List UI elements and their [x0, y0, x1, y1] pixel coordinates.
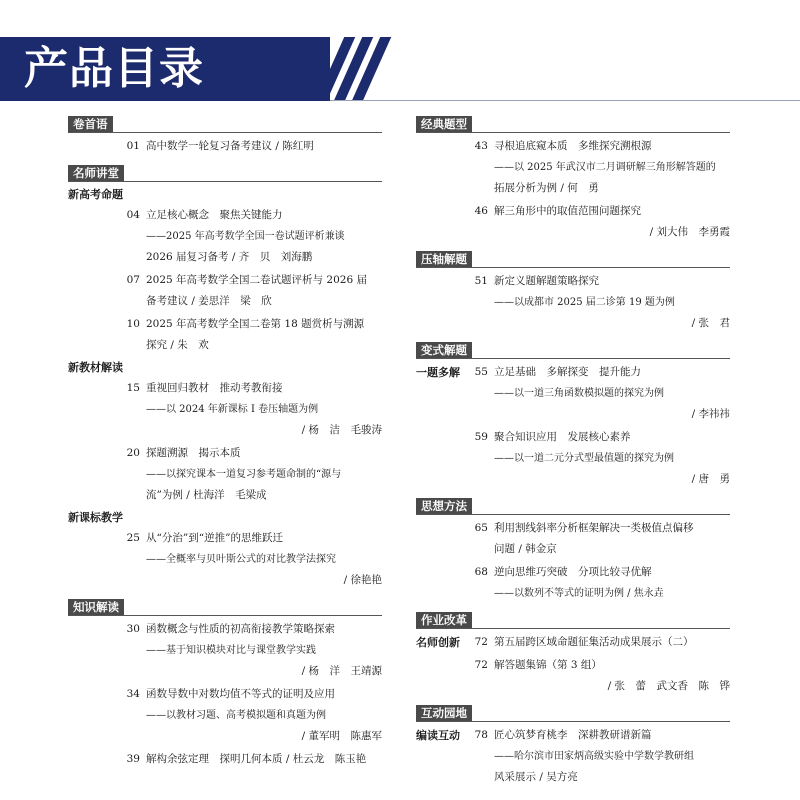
entry-line: ——以成都市 2025 届二诊第 19 题为例 [494, 297, 675, 308]
toc-entry[interactable] [68, 314, 382, 356]
page-number: 04 [126, 209, 140, 221]
section-tag: 名师讲堂 [68, 165, 124, 181]
entry-text [146, 378, 382, 441]
subsection-title: 新课标教学 [68, 511, 123, 524]
entry-text [146, 443, 382, 506]
entry-line: 寻根追底窥本质 多维探究溯根源 [494, 140, 652, 152]
section-header [68, 165, 382, 182]
entry-line: 问题 / 韩金京 [494, 543, 557, 555]
page-number: 30 [126, 623, 140, 635]
entry-line: 探究 / 朱 欢 [146, 339, 209, 351]
entry-text [146, 619, 382, 682]
section-header [416, 498, 730, 515]
page-number: 25 [126, 532, 140, 544]
entry-line: 匠心筑梦育桃李 深耕教研谱新篇 [494, 729, 652, 741]
section-header [68, 599, 382, 616]
entry-line: 探题溯源 揭示本质 [146, 447, 241, 459]
toc-entry[interactable] [416, 362, 730, 425]
page-number: 51 [474, 275, 488, 287]
toc-entry[interactable] [68, 443, 382, 506]
page-number: 65 [474, 522, 488, 534]
page-number: 59 [474, 431, 488, 443]
entry-text [494, 562, 730, 604]
subsection-title: 名师创新 [416, 636, 460, 649]
subsection-title: 编读互动 [416, 729, 460, 742]
toc-entry[interactable] [68, 378, 382, 441]
page-number: 15 [126, 382, 140, 394]
page-title: 产品目录 [24, 43, 204, 94]
entry-text [494, 655, 730, 697]
page-number: 78 [474, 729, 488, 741]
section-header [416, 342, 730, 359]
entry-line: ——以 2025 年武汉市二月调研解三角形解答题的 [494, 162, 716, 173]
section-tag: 思想方法 [416, 498, 472, 514]
subsection-title: 新高考命题 [68, 188, 123, 201]
page-number: 07 [126, 274, 140, 286]
section-header [68, 116, 382, 133]
section-header [416, 251, 730, 268]
entry-text [494, 427, 730, 490]
toc-entry[interactable] [416, 562, 730, 604]
page-number: 46 [474, 205, 488, 217]
entry-line: 逆向思维巧突破 分项比较寻优解 [494, 566, 652, 578]
entry-text [146, 270, 382, 312]
entry-text [494, 518, 730, 560]
toc-right-column [416, 116, 730, 796]
section-header [416, 612, 730, 629]
entry-line: 函数导数中对数均值不等式的证明及应用 [146, 688, 335, 700]
entry-line: 第五届跨区域命题征集活动成果展示（二） [494, 636, 694, 648]
entry-line: ——基于知识模块对比与课堂教学实践 [146, 645, 316, 656]
entry-text [494, 632, 730, 653]
entry-line: 解答题集锦（第 3 组） [494, 659, 602, 671]
entry-text [146, 314, 382, 356]
page-number: 01 [126, 140, 140, 152]
subsection-title: 新教材解读 [68, 361, 123, 374]
section-tag: 互动园地 [416, 705, 472, 721]
entry-line: 立足核心概念 聚焦关键能力 [146, 209, 283, 221]
section-tag: 压轴解题 [416, 251, 472, 267]
page-number: 72 [474, 659, 488, 671]
entry-line: ——2025 年高考数学全国一卷试题评析兼谈 [146, 231, 345, 242]
toc-entry[interactable] [68, 619, 382, 682]
entry-line: 从“分治”到“逆推”的思维跃迁 [146, 532, 283, 544]
header-rule [330, 100, 800, 101]
entry-authors: / 张 君 [691, 317, 730, 329]
entry-text [494, 725, 730, 788]
entry-line: ——以数列不等式的证明为例 / 焦永垚 [494, 588, 664, 599]
entry-line: 拓展分析为例 / 何 勇 [494, 182, 599, 194]
entry-authors: / 李祎祎 [691, 408, 730, 420]
toc-entry[interactable] [68, 205, 382, 268]
entry-line: ——哈尔滨市田家炳高级实验中学数学教研组 [494, 751, 694, 762]
toc-left-column [68, 116, 382, 778]
entry-authors: / 杨 洋 王靖源 [301, 665, 382, 677]
entry-line: 风采展示 / 吴方亮 [494, 771, 578, 783]
entry-line: 函数概念与性质的初高衔接教学策略探索 [146, 623, 335, 635]
entry-text [146, 684, 382, 747]
page-number: 20 [126, 447, 140, 459]
entry-line: ——全概率与贝叶斯公式的对比教学法探究 [146, 554, 336, 565]
entry-line: 重视回归教材 推动考教衔接 [146, 382, 283, 394]
toc-entry[interactable] [68, 136, 382, 157]
entry-line: 流”为例 / 杜海洋 毛梁成 [146, 489, 267, 501]
entry-line: 2026 届复习备考 / 齐 贝 刘海鹏 [146, 251, 313, 263]
page-number: 55 [474, 366, 488, 378]
toc-entry[interactable] [416, 271, 730, 334]
entry-line: 利用割线斜率分析框架解决一类极值点偏移 [494, 522, 694, 534]
toc-entry[interactable] [416, 427, 730, 490]
entry-line: 聚合知识应用 发展核心素养 [494, 431, 631, 443]
entry-line: 解构余弦定理 探明几何本质 / 杜云龙 陈玉艳 [146, 753, 367, 765]
section-tag: 经典题型 [416, 116, 472, 132]
page-number: 34 [126, 688, 140, 700]
entry-line: ——以教材习题、高考模拟题和真题为例 [146, 710, 326, 721]
entry-text [494, 271, 730, 334]
entry-authors: / 杨 洁 毛骏涛 [301, 424, 382, 436]
entry-line: 备考建议 / 姜思洋 梁 欣 [146, 295, 272, 307]
section-header [416, 116, 730, 133]
entry-line: 高中数学一轮复习备考建议 / 陈红明 [146, 140, 314, 152]
section-gap [416, 790, 730, 796]
entry-line: ——以探究课本一道复习参考题命制的“源与 [146, 469, 342, 480]
entry-text [494, 136, 730, 199]
section-gap [68, 772, 382, 778]
subsection-title: 一题多解 [416, 366, 460, 379]
toc-entry[interactable] [416, 655, 730, 697]
entry-authors: / 张 蕾 武文香 陈 铧 [607, 680, 730, 692]
toc-entry[interactable] [416, 518, 730, 560]
entry-authors: / 徐艳艳 [343, 574, 382, 586]
section-header [416, 705, 730, 722]
toc-entry[interactable] [68, 270, 382, 312]
toc-entry[interactable] [68, 528, 382, 591]
entry-line: 2025 年高考数学全国二卷试题评析与 2026 届 [146, 274, 367, 286]
toc-entry[interactable] [416, 725, 730, 788]
toc-entry[interactable] [416, 201, 730, 243]
section-tag: 知识解读 [68, 599, 124, 615]
entry-authors: / 董军明 陈惠军 [301, 730, 382, 742]
section-tag: 卷首语 [68, 116, 113, 132]
toc-entry[interactable] [68, 749, 382, 770]
entry-line: ——以 2024 年新课标 Ⅰ 卷压轴题为例 [146, 404, 319, 415]
entry-text [146, 205, 382, 268]
section-tag: 作业改革 [416, 612, 472, 628]
entry-text [146, 136, 382, 157]
banner-stripes [310, 37, 390, 101]
entry-authors: / 刘大伟 李勇霞 [649, 226, 730, 238]
entry-line: 2025 年高考数学全国二卷第 18 题赏析与溯源 [146, 318, 365, 330]
entry-line: 解三角形中的取值范围问题探究 [494, 205, 641, 217]
entry-text [494, 362, 730, 425]
toc-entry[interactable] [416, 632, 730, 653]
entry-text [146, 528, 382, 591]
entry-text [146, 749, 382, 770]
title-banner [0, 37, 330, 101]
toc-entry[interactable] [416, 136, 730, 199]
entry-line: 立足基础 多解探变 提升能力 [494, 366, 641, 378]
page-number: 10 [126, 318, 140, 330]
page-number: 72 [474, 636, 488, 648]
entry-authors: / 唐 勇 [691, 473, 730, 485]
page-number: 68 [474, 566, 488, 578]
section-tag: 变式解题 [416, 342, 472, 358]
entry-line: 新定义题解题策略探究 [494, 275, 599, 287]
toc-entry[interactable] [68, 684, 382, 747]
entry-line: ——以一道二元分式型最值题的探究为例 [494, 453, 674, 464]
entry-text [494, 201, 730, 243]
page-number: 39 [126, 753, 140, 765]
page-number: 43 [474, 140, 488, 152]
entry-line: ——以一道三角函数模拟题的探究为例 [494, 388, 664, 399]
